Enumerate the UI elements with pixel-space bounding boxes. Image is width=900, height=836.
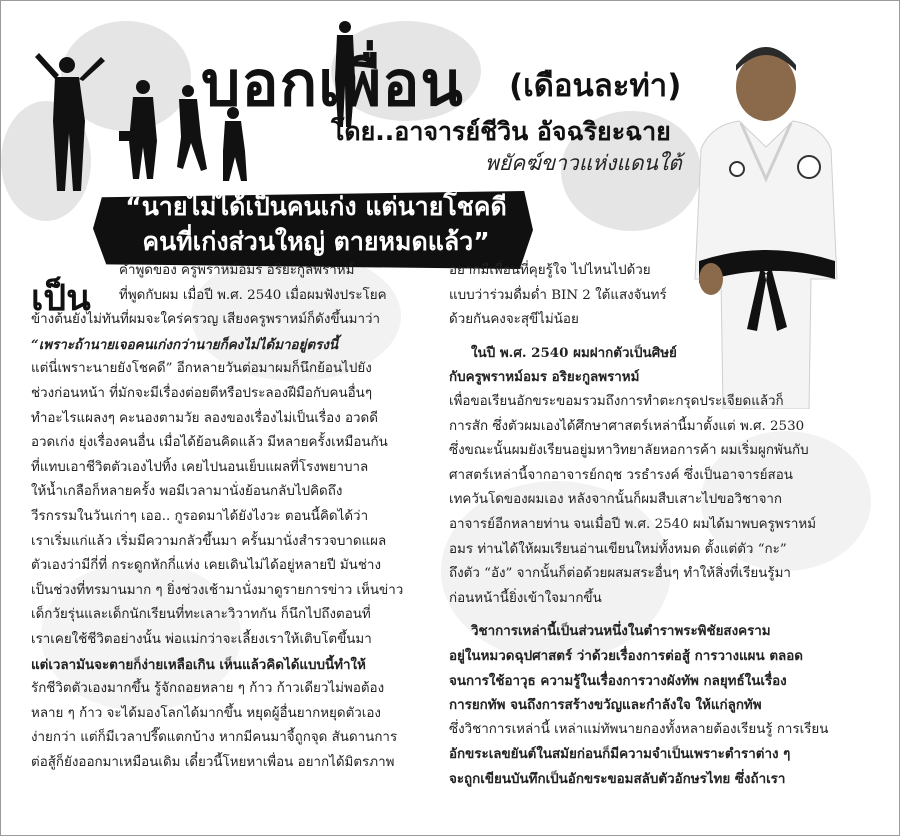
- paragraph-line: ซึ่งขณะนั้นผมยังเรียนอยู่มหาวิทยาลัยหอการค้า ผมเริ่มผูกพันกับ: [449, 443, 809, 459]
- paragraph-line: ที่พูดกับผม เมื่อปี พ.ศ. 2540 เมื่อผมฟังประโยค: [119, 287, 387, 303]
- paragraph-line: จะถูกเขียนบันทึกเป็นอักขระขอมสลับตัวอักษรไทย ซึ่งถ้าเรา: [449, 770, 786, 787]
- pull-quote: [101, 189, 531, 259]
- paragraph-line: อักขระเลขยันต์ในสมัยก่อนก็มีความจำเป็นเพราะตำราต่าง ๆ: [449, 746, 791, 763]
- paragraph-line: เด็กวัยรุ่นและเด็กนักเรียนที่ทะเลาะวิวาทกัน ก็นึกไปถึงตอนที่: [31, 607, 371, 623]
- paragraph-line: ช่วงก่อนหน้า ที่มักจะมีเรื่องต่อยตีหรือประลองฝีมือกับคนอื่นๆ: [31, 385, 373, 401]
- paragraph-line: แต่เวลามันจะตายก็ง่ายเหลือเกิน เห็นแล้วคิดได้แบบนี้ทำให้: [31, 656, 366, 673]
- paragraph-line: อยากมีเพื่อนที่คุยรู้ใจ ไปไหนไปด้วย: [449, 263, 651, 278]
- paragraph-line: หลาย ๆ ก้าว จะได้มองโลกได้มากขึ้น หยุดผู้อื่นยากหยุดตัวเอง: [31, 705, 381, 721]
- paragraph-line: เราเคยใช้ชีวิตอย่างนั้น พ่อแม่กว่าจะเลี้ยงเราให้เติบโตขึ้นมา: [31, 631, 372, 647]
- paragraph-line: แต่นี่เพราะนายยังโชคดี” อีกหลายวันต่อมาผมก็นึกย้อนไปยัง: [31, 361, 372, 377]
- paragraph-line: ตัวเองว่ามีกี่ที่ กระดูกหักกี่แห่ง เคยเดินไม่ได้อยู่หลายปี มันช่าง: [31, 558, 381, 574]
- paragraph-line: รักชีวิตตัวเองมากขึ้น รู้จักถอยหลาย ๆ ก้าว ก้าวเดียวไม่พอต้อง: [31, 681, 385, 697]
- paragraph-line: ข้างต้นยังไม่ทันที่ผมจะใคร่ครวญ เสียงครูพราหม์ก็ดังขึ้นมาว่า: [31, 312, 381, 328]
- paragraph-line: ทำอะไรแผลงๆ คะนองตามวัย ลองของเรื่องไม่เป็นเรื่อง อวดดี: [31, 410, 378, 426]
- paragraph-line: เราเริ่มแก่แล้ว เริ่มมีความกลัวขึ้นมา ครั้นมานั่งสำรวจบาดแผล: [31, 533, 387, 549]
- paragraph-line: ซึ่งวิชาการเหล่านี้ เหล่าแม่ทัพนายกองทั้งหลายต้องเรียนรู้ การเรียน: [449, 721, 829, 737]
- article-title: บอกเพื่อน: [201, 47, 464, 120]
- paragraph-line: ที่แทบเอาชีวิตตัวเองไปทิ้ง เคยไปนอนเย็บแผลที่โรงพยาบาล: [31, 459, 369, 475]
- paragraph-line: ศาสตร์เหล่านี้จากอาจารย์กฤช วรธำรงค์ ซึ่งเป็นอาจารย์สอน: [449, 467, 793, 483]
- paragraph-line: วีรกรรมในวันเก่าๆ เออ.. กูรอดมาได้ยังไงวะ ตอนนี้คิดได้ว่า: [31, 508, 369, 524]
- paragraph-line: เป็นช่วงที่ทรมานมาก ๆ ยิ่งช่วงเช้ามานั่งมาดูรายการข่าว เห็นข่าว: [31, 582, 404, 598]
- paragraph-line: “เพราะถ้านายเจอคนเก่งกว่านายก็คงไม่ได้มาอยู่ตรงนี้: [31, 336, 339, 353]
- paragraph-line: อวดเก่ง ยุ่งเรื่องคนอื่น เมื่อได้ย้อนคิดแล้ว มีหลายครั้งเหมือนกัน: [31, 435, 388, 451]
- author-byline: โดย..อาจารย์ชีวิน อัจฉริยะฉาย: [331, 117, 671, 146]
- paragraph-line: ง่ายกว่า แต่ก็มีเวลาปรี๊ดแตกบ้าง หากมีคนมาจี้ถูกจุด สันดานการ: [31, 730, 398, 746]
- paragraph-line: เทควันโดของผมเอง หลังจากนั้นก็ผมสืบเสาะไปขอวิชาจาก: [449, 492, 783, 508]
- paragraph-line: การยกทัพ จนถึงการสร้างขวัญและกำลังใจ ให้แก่ลูกทัพ: [449, 697, 762, 714]
- paragraph-line: ถึงตัว “อัง” จากนั้นก็ต่อด้วยผสมสระอื่นๆ ทำให้สิ่งที่เรียนรู้มา: [449, 566, 791, 582]
- paragraph-line: อยู่ในหมวดฉุปศาสตร์ ว่าด้วยเรื่องการต่อสู้ การวางแผน ตลอด: [449, 647, 803, 664]
- paragraph-line: แบบว่าร่วมดื่มด่ำ BIN 2 ใต้แสงจันทร์: [449, 287, 667, 303]
- article-title-suffix: (เดือนละท่า): [509, 68, 682, 104]
- pull-quote-line: คนที่เก่งส่วนใหญ่ ตายหมดแล้ว”: [142, 227, 490, 256]
- pull-quote-line: “นายไม่ได้เป็นคนเก่ง แต่นายโชคดี: [125, 192, 507, 221]
- paragraph-line: กับครูพราหม์อมร อริยะกูลพราหม์: [449, 369, 640, 386]
- paragraph-line: อมร ท่านได้ให้ผมเรียนอ่านเขียนใหม่ทั้งหมด ตั้งแต่ตัว “กะ”: [449, 541, 787, 557]
- paragraph-line: ด้วยกันคงจะสุขีไม่น้อย: [449, 312, 579, 328]
- paragraph-line: อาจารย์อีกหลายท่าน จนเมื่อปี พ.ศ. 2540 ผมได้มาพบครูพราหม์: [449, 516, 817, 532]
- paragraph-line: จนการใช้อาวุธ ความรู้ในเรื่องการวางผังทัพ กลยุทธ์ในเรื่อง: [449, 672, 787, 689]
- paragraph-line: ในปี พ.ศ. 2540 ผมฝากตัวเป็นศิษย์: [471, 344, 677, 361]
- article-column-1: [31, 259, 431, 775]
- paragraph-line: คำพูดของ ครูพราหม์อมร อริยะกูลพราหม์: [119, 263, 355, 278]
- paragraph-line: เพื่อขอเรียนอักขระขอมรวมถึงการทำตะกรุดประเจียดแล้วก็: [449, 393, 784, 409]
- paragraph-line: การสัก ซึ่งตัวผมเองได้ศึกษาศาสตร์เหล่านี้มาตั้งแต่ พ.ศ. 2530: [449, 418, 805, 434]
- author-tagline: พยัคฆ์ขาวแห่งแดนใต้: [485, 151, 682, 175]
- paragraph-line: ให้น้ำเกลือก็หลายครั้ง พอมีเวลามานั่งย้อนกลับไปคิดถึง: [31, 484, 343, 500]
- article-column-2: [449, 259, 849, 791]
- drop-cap: เป็น: [31, 278, 91, 319]
- paragraph-line: ก่อนหน้านี้ยิ่งเข้าใจมากขึ้น: [449, 590, 602, 606]
- paragraph-line: ต่อสู้ก็ยังออกมาเหมือนเดิม เดี๋ยวนี้โหยหาเพื่อน อยากได้มิตรภาพ: [31, 754, 395, 770]
- paragraph-line: วิชาการเหล่านี้เป็นส่วนหนึ่งในตำราพระพิชัยสงคราม: [471, 623, 771, 640]
